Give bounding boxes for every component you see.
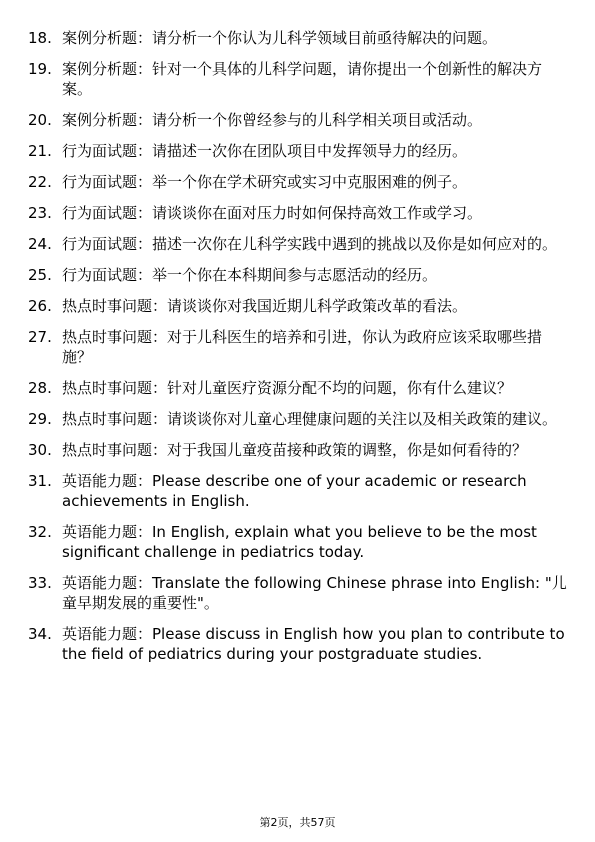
question-number: 27. <box>28 328 52 346</box>
question-text: 行为面试题：举一个你在学术研究或实习中克服困难的例子。 <box>62 173 468 191</box>
question-number: 23. <box>28 204 52 222</box>
question-number: 28. <box>28 379 52 397</box>
question-number: 21. <box>28 142 52 160</box>
question-item-29 <box>28 409 568 429</box>
question-item-34 <box>28 624 568 664</box>
question-item-32 <box>28 522 568 562</box>
question-number: 18. <box>28 29 52 47</box>
question-number: 34. <box>28 625 52 643</box>
question-text: 英语能力题：In English, explain what you believe to be the most significant challenge in pediatrics today. <box>62 523 537 561</box>
question-item-28 <box>28 378 568 398</box>
question-item-22 <box>28 172 568 192</box>
question-number: 24. <box>28 235 52 253</box>
question-text: 行为面试题：描述一次你在儿科学实践中遇到的挑战以及你是如何应对的。 <box>62 235 558 253</box>
question-number: 33. <box>28 574 52 592</box>
question-text: 英语能力题：Please describe one of your academic or research achievements in English. <box>62 472 527 510</box>
question-number: 26. <box>28 297 52 315</box>
question-item-20 <box>28 110 568 130</box>
question-text: 热点时事问题：请谈谈你对我国近期儿科学政策改革的看法。 <box>62 297 468 315</box>
question-text: 英语能力题：Please discuss in English how you plan to contribute to the field of pediatrics during your postgraduate studies. <box>62 625 565 663</box>
question-item-27 <box>28 327 568 367</box>
question-number: 29. <box>28 410 52 428</box>
question-item-23 <box>28 203 568 223</box>
question-number: 19. <box>28 60 52 78</box>
question-text: 行为面试题：请描述一次你在团队项目中发挥领导力的经历。 <box>62 142 468 160</box>
question-item-21 <box>28 141 568 161</box>
question-list <box>28 28 568 675</box>
question-text: 行为面试题：请谈谈你在面对压力时如何保持高效工作或学习。 <box>62 204 483 222</box>
question-number: 20. <box>28 111 52 129</box>
question-item-18 <box>28 28 568 48</box>
question-item-25 <box>28 265 568 285</box>
question-text: 英语能力题：Translate the following Chinese phrase into English: "儿童早期发展的重要性"。 <box>62 574 567 612</box>
question-item-30 <box>28 440 568 460</box>
question-text: 案例分析题：针对一个具体的儿科学问题，请你提出一个创新性的解决方案。 <box>62 60 543 98</box>
question-item-24 <box>28 234 568 254</box>
question-text: 案例分析题：请分析一个你认为儿科学领域目前亟待解决的问题。 <box>62 29 498 47</box>
question-text: 热点时事问题：请谈谈你对儿童心理健康问题的关注以及相关政策的建议。 <box>62 410 558 428</box>
question-text: 热点时事问题：针对儿童医疗资源分配不均的问题，你有什么建议？ <box>62 379 513 397</box>
question-item-26 <box>28 296 568 316</box>
question-text: 热点时事问题：对于儿科医生的培养和引进，你认为政府应该采取哪些措施？ <box>62 328 543 366</box>
question-item-31 <box>28 471 568 511</box>
question-item-33 <box>28 573 568 613</box>
page-number-footer: 第2页，共57页 <box>259 816 336 829</box>
question-text: 案例分析题：请分析一个你曾经参与的儿科学相关项目或活动。 <box>62 111 483 129</box>
question-number: 32. <box>28 523 52 541</box>
question-text: 行为面试题：举一个你在本科期间参与志愿活动的经历。 <box>62 266 438 284</box>
question-text: 热点时事问题：对于我国儿童疫苗接种政策的调整，你是如何看待的？ <box>62 441 528 459</box>
question-item-19 <box>28 59 568 99</box>
question-number: 22. <box>28 173 52 191</box>
question-number: 30. <box>28 441 52 459</box>
question-number: 25. <box>28 266 52 284</box>
question-number: 31. <box>28 472 52 490</box>
